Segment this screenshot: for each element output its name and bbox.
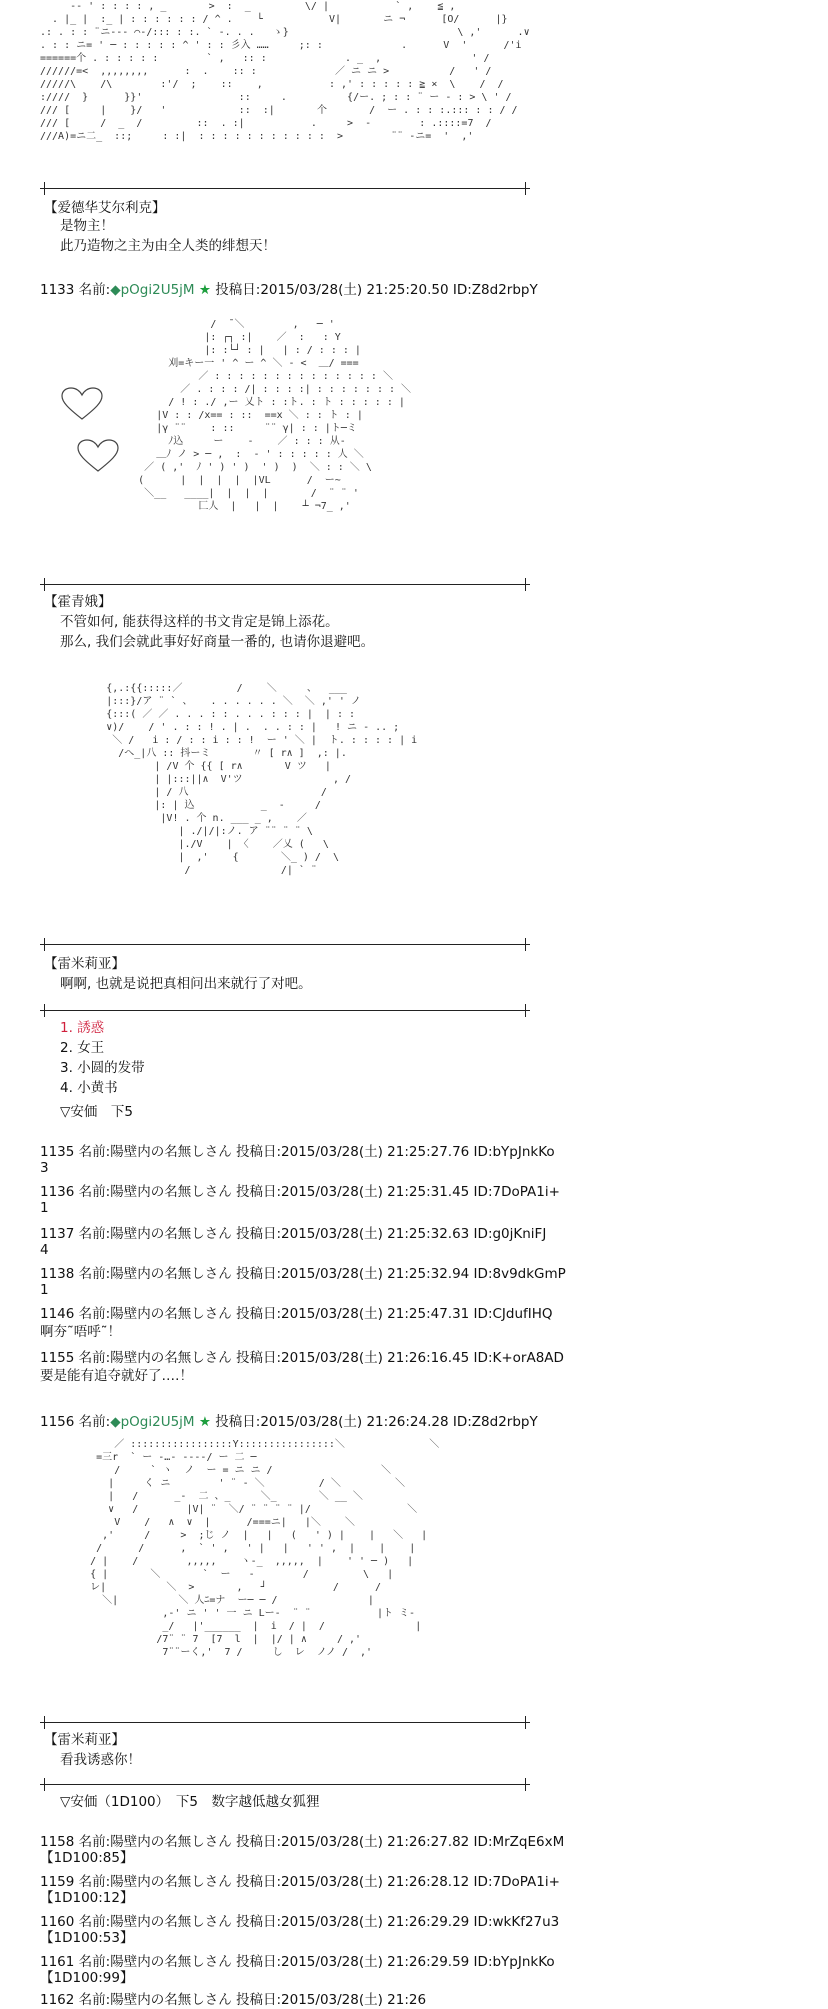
post-body: 要是能有追夺就好了‥‥！ <box>40 1368 194 1384</box>
dialogue-line: 啊啊, 也就是说把真相问出来就行了对吧。 <box>60 976 312 992</box>
post-header: 1135 名前:陽壁内の名無しさん 投稿日:2015/03/28(土) 21:25:27.76 ID:bYpJnkKo <box>40 1144 555 1160</box>
divider <box>40 938 530 951</box>
post-body: 1 <box>40 1282 49 1298</box>
post-body: 1 <box>40 1200 49 1216</box>
dialogue-line: 此乃造物之主为由全人类的绯想天！ <box>60 238 276 254</box>
post-number: 1156 <box>40 1414 75 1430</box>
post-body: 【1D100:53】 <box>40 1930 134 1946</box>
dialogue-line: 看我诱惑你！ <box>60 1752 141 1768</box>
post-header: 1155 名前:陽壁内の名無しさん 投稿日:2015/03/28(土) 21:26:16.45 ID:K+orA8AD <box>40 1350 564 1366</box>
divider <box>40 1778 530 1791</box>
choice-option: 3. 小圆的发带 <box>60 1060 145 1076</box>
ascii-art-block-4: ／ :::::::::::::::::Y::::::::::::::::＼ ＼ =三r ` ー -…- ----/ ー 二 ─ / ` ヽ ノ ー = ニ ニ / ＼ | く ニ ' ¨ - ＼ / ＼ ＼ | / _- 二 、_ ＼_ ＼ __ ＼ ∨ / |V| ¨ ＼/ ¨ ¨ ¨ ¨ |/ ＼ V / ∧ ∨ | /===ニ| |＼ ＼ ,' / > ;じ ノ | | ( ' ) | | ＼ | / / , ` ' , ' | | ' ' , | | | / | / ,,,,, ヽ-_ ,,,,, | ' ' ─ ) | { | ＼ ` ー - / \ | レ| ＼ > , ┘ / / ＼| ＼ 人ﾆ=ナ ー─ ─ / | ,-' ニ ' ' 一 ニ Lー- ¨ ¨ |ト ミ‐ _/ |'______ | i / | / | /7¨ ¨ 7 [7 l | |/ | ∧ / ,' 7¨¨ーく,' 7 / し レ ノノ / ,' <box>90 1439 440 1658</box>
speaker-name: 【雷米莉亚】 <box>44 1732 125 1748</box>
post-body: 【1D100:12】 <box>40 1890 134 1906</box>
divider <box>40 1004 530 1017</box>
name-label: 名前: <box>78 282 111 298</box>
post-header-cutoff: 1162 名前:陽壁内の名無しさん 投稿日:2015/03/28(土) 21:26 <box>40 1992 427 2008</box>
post-body: 3 <box>40 1160 49 1176</box>
name-label: 名前: <box>78 1414 111 1430</box>
choice-option: 1. 誘惑 <box>60 1020 105 1036</box>
dialogue-line: 是物主！ <box>60 218 114 234</box>
choice-option: 2. 女王 <box>60 1040 105 1056</box>
choice-option: 4. 小黄书 <box>60 1080 118 1096</box>
star-icon: ★ <box>198 1414 211 1430</box>
dialogue-line: 不管如何, 能获得这样的书文肯定是锦上添花。 <box>60 614 339 630</box>
post-body: 【1D100:99】 <box>40 1970 134 1986</box>
post-header: 1146 名前:陽壁内の名無しさん 投稿日:2015/03/28(土) 21:25:47.31 ID:CJdufIHQ <box>40 1306 553 1322</box>
star-icon: ★ <box>198 282 211 298</box>
post-header <box>40 1414 538 1431</box>
ascii-art-block-3: {,.:{{:::::／ / ＼ 、 ___ |:::}/ア ¨ ` 、 . . . . . . ＼ ＼ ,' ' ノ {:::( ／ ／ . . . : : . . . : : : | | : : ∨)/ / ' . : : ! . | . . . : : | ! ニ - .. ; ＼ / i : / : : i : : ! ー ' ＼ | ト. : : : : | i /へ_|八 :: 抖ーミ 〃 [ r∧ ] ,: |. | /V 个 {{ [ r∧ V ツ | | |:::||∧ V'ツ , / | / 八 / |: | 込 _ - / |V! . 个 n. ___ _ , ／ | ./|/|:ノ. ア ¨¨ ¨ ¨ \ |./V | 〈 ／乂 ( \ | ,' { ＼_ ) / \ / /| ` ¨ <box>106 683 418 876</box>
speaker-name: 【雷米莉亚】 <box>44 956 125 972</box>
tripcode-link[interactable]: ◆pOgi2U5jM <box>110 1414 195 1430</box>
post-date-id: 投稿日:2015/03/28(土) 21:25:20.50 ID:Z8d2rbpY <box>215 282 538 298</box>
speaker-name: 【霍青娥】 <box>44 594 112 610</box>
post-header: 1138 名前:陽壁内の名無しさん 投稿日:2015/03/28(土) 21:25:32.94 ID:8v9dkGmP <box>40 1266 566 1282</box>
post-number: 1133 <box>40 282 75 298</box>
post-header <box>40 282 538 299</box>
tripcode-link[interactable]: ◆pOgi2U5jM <box>110 282 195 298</box>
divider <box>40 1716 530 1729</box>
ascii-art-block-1: -- ' : : : : , _ > : _ \/ | ` , ≦ , . |_ | :_ | : : : : : : / ^ . └ V| ニ ¬ [O/ |} .: . : : ¨ニ--- ⌒-/::: : :. ` -. . . ゝ} \ ,' .∨ . : : ニ= ' ─ : : : : : ^ ' : : 彡入 …… ;: : . V ' /'i ======个 . : : : : : ` , :: : . _ , ' / //////=< ,,,,,,,, : . :: : ／ ニ ニ > / ' / /////\ /\ :'/ ; :: , : ,' : : : : : ≧ × \ / / ://// } }}' :: . {/ー. ; : : ¨ ー - : > \ ' / /// [ | }/ ' :: :| 个 / ー . : : :.::: : : / / /// [ / _ / :: . :| . > - : .::::=7 / ///A)=ニ二_ ::; : :| : : : : : : : : : : : > ¨¨ -ニ= ' ,' <box>40 1 530 142</box>
post-header: 1161 名前:陽壁内の名無しさん 投稿日:2015/03/28(土) 21:26:29.59 ID:bYpJnkKo <box>40 1954 555 1970</box>
post-date-id: 投稿日:2015/03/28(土) 21:26:24.28 ID:Z8d2rbpY <box>215 1414 538 1430</box>
post-body: 【1D100:85】 <box>40 1850 134 1866</box>
speaker-name: 【爱德华艾尔利克】 <box>44 200 166 216</box>
post-header: 1137 名前:陽壁内の名無しさん 投稿日:2015/03/28(土) 21:25:32.63 ID:g0jKniFJ <box>40 1226 547 1242</box>
post-header: 1159 名前:陽壁内の名無しさん 投稿日:2015/03/28(土) 21:26:28.12 ID:7DoPA1i+ <box>40 1874 560 1890</box>
post-body: 啊夯˜唔呼˜！ <box>40 1324 121 1340</box>
post-header: 1158 名前:陽壁内の名無しさん 投稿日:2015/03/28(土) 21:26:27.82 ID:MrZqE6xM <box>40 1834 565 1850</box>
post-header: 1160 名前:陽壁内の名無しさん 投稿日:2015/03/28(土) 21:26:29.29 ID:wkKf27u3 <box>40 1914 560 1930</box>
divider <box>40 578 530 591</box>
post-body: 4 <box>40 1242 49 1258</box>
anka-prompt: ▽安価（1D100） 下5 数字越低越女狐狸 <box>60 1794 320 1810</box>
post-header: 1136 名前:陽壁内の名無しさん 投稿日:2015/03/28(土) 21:25:31.45 ID:7DoPA1i+ <box>40 1184 560 1200</box>
ascii-art-block-2: / ̄ ＼ , ─ ' |: ┌┐ :| ／ : : Y |: :└┘ : | | : / : : : | 刈=キー一 ' ^ ー ^ ＼ - < ＿/ === ／ : : : : : : : : : : : : : : ＼ ／ . : : : /| : : : :| : : : : : : : ＼ / ! : ./ ,ー 乂ト : :ト. : ト : : : : : | |V : : /x== : :: ==x ＼ : : ト : | |γ ¨¨ : :: ¨¨ γ| : : |ト─ミ ﾉ込 ー ‐ ／ : : : 从- ＿ﾉ ノ > ─ , : ‐ ' : : : : : 人 ＼ ／ ( ,' ﾉ ' ) ' ) ' ) ) ＼ : : ＼ \ ( | | | | |VL / ー~ ＼__ ____| | | | / ¨ ¨ ' 匚人 | | | ┴ ¬7_ ,' <box>138 319 412 512</box>
dialogue-line: 那么, 我们会就此事好好商量一番的, 也请你退避吧。 <box>60 634 375 650</box>
divider <box>40 182 530 195</box>
anka-prompt: ▽安価 下5 <box>60 1104 133 1120</box>
